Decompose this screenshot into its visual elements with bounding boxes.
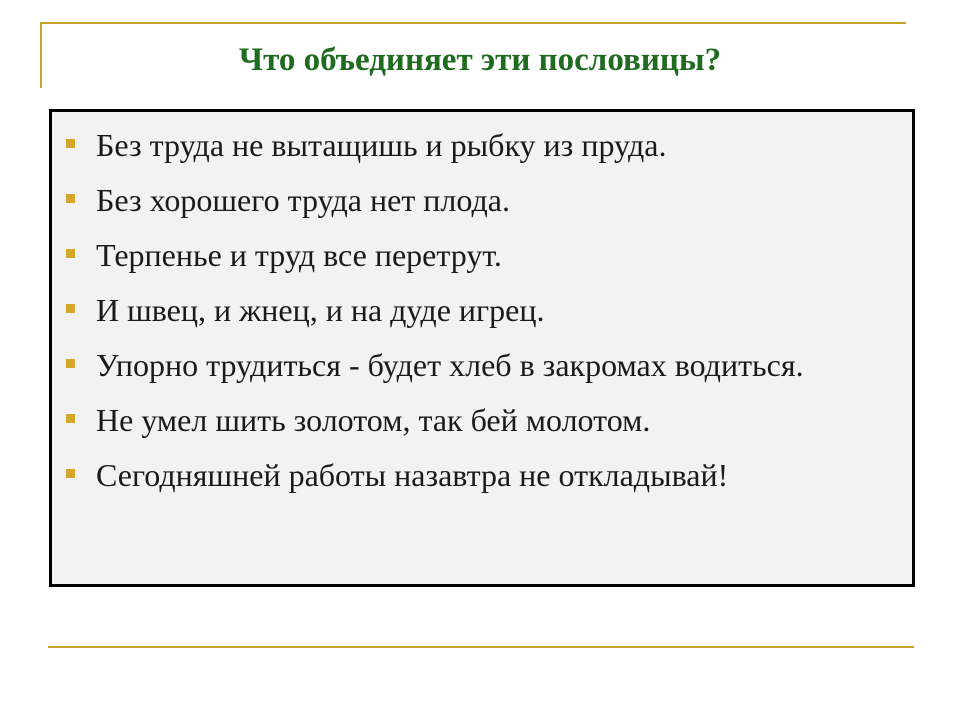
proverb-text: Терпенье и труд все перетрут.	[96, 237, 502, 273]
proverbs-box	[49, 109, 915, 587]
square-bullet-icon	[66, 469, 75, 478]
proverb-text: Не умел шить золотом, так бей молотом.	[96, 402, 651, 438]
proverb-list	[52, 126, 912, 494]
proverb-item	[52, 291, 912, 329]
proverb-item	[52, 346, 912, 384]
proverb-text: Упорно трудиться - будет хлеб в закромах водиться.	[96, 347, 804, 383]
proverb-text: И швец, и жнец, и на дуде игрец.	[96, 292, 545, 328]
square-bullet-icon	[66, 359, 75, 368]
proverb-text: Сегодняшней работы назавтра не откладывай!	[96, 457, 729, 493]
bottom-accent-line	[48, 646, 914, 648]
square-bullet-icon	[66, 194, 75, 203]
proverb-text: Без хорошего труда нет плода.	[96, 182, 510, 218]
square-bullet-icon	[66, 139, 75, 148]
top-accent-line	[40, 22, 906, 24]
proverb-item	[52, 126, 912, 164]
proverb-item	[52, 401, 912, 439]
proverb-item	[52, 456, 912, 494]
proverb-item	[52, 236, 912, 274]
slide-title: Что объединяет эти пословицы?	[238, 42, 722, 78]
proverb-text: Без труда не вытащишь и рыбку из пруда.	[96, 127, 667, 163]
square-bullet-icon	[66, 249, 75, 258]
proverb-item	[52, 181, 912, 219]
square-bullet-icon	[66, 304, 75, 313]
square-bullet-icon	[66, 414, 75, 423]
